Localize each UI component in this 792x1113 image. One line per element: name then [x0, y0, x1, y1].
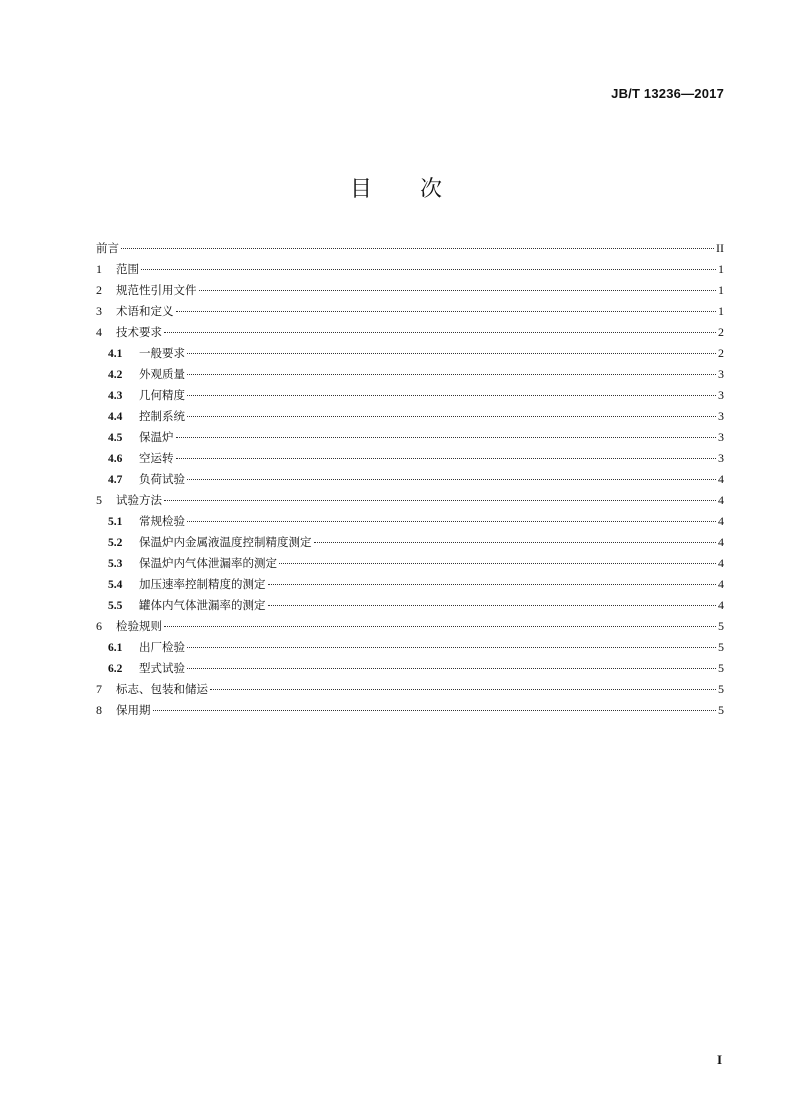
toc-entry-label: 术语和定义 [116, 304, 174, 318]
toc-entry-number: 4.5 [108, 432, 123, 444]
toc-entry-label: 范围 [116, 262, 139, 276]
toc-entry-page: 3 [718, 409, 724, 423]
toc-entry-page: 4 [718, 493, 724, 507]
toc-entry-page: 5 [718, 661, 724, 675]
toc-entry[interactable] [96, 637, 724, 658]
title-char-1: 目 [349, 177, 372, 202]
toc-entry-page: 1 [718, 283, 724, 297]
toc-entry[interactable] [96, 511, 724, 532]
toc-leader-dots [187, 374, 716, 375]
toc-entry-label: 常规检验 [139, 514, 185, 528]
toc-entry[interactable] [96, 343, 724, 364]
toc-entry-label: 外观质量 [139, 367, 185, 381]
toc-entry[interactable] [96, 427, 724, 448]
toc-entry-number: 6.1 [108, 642, 123, 654]
toc-entry-page: 4 [718, 535, 724, 549]
toc-entry-page: 5 [718, 640, 724, 654]
toc-entry-page: 4 [718, 598, 724, 612]
toc-entry[interactable] [96, 616, 724, 637]
toc-entry-page: II [716, 241, 724, 255]
toc-entry-number: 5.1 [108, 516, 123, 528]
toc-leader-dots [210, 689, 716, 690]
toc-entry[interactable] [96, 469, 724, 490]
toc-entry-label: 试验方法 [116, 493, 162, 507]
toc-leader-dots [187, 668, 716, 669]
toc-leader-dots [176, 458, 717, 459]
toc-entry-label: 出厂检验 [139, 640, 185, 654]
toc-entry-page: 1 [718, 262, 724, 276]
page-folio: I [716, 1052, 722, 1067]
toc-entry[interactable] [96, 679, 724, 700]
toc-entry-page: 4 [718, 556, 724, 570]
toc-leader-dots [187, 395, 716, 396]
toc-entry-label: 一般要求 [139, 346, 185, 360]
toc-entry-number: 3 [96, 304, 102, 318]
toc-leader-dots [314, 542, 717, 543]
toc-entry-label: 前言 [96, 241, 119, 255]
toc-entry-number: 4 [96, 325, 102, 339]
toc-entry-number: 5.2 [108, 537, 123, 549]
toc-entry[interactable] [96, 322, 724, 343]
toc-leader-dots [187, 479, 716, 480]
toc-entry[interactable] [96, 595, 724, 616]
toc-entry-page: 2 [718, 346, 724, 360]
toc-entry[interactable] [96, 553, 724, 574]
toc-entry-number: 6.2 [108, 663, 123, 675]
toc-entry-number: 8 [96, 703, 102, 717]
toc-entry-number: 4.2 [108, 369, 123, 381]
toc-leader-dots [121, 248, 714, 249]
toc-entry[interactable] [96, 700, 724, 721]
toc-entry[interactable] [96, 532, 724, 553]
toc-leader-dots [268, 584, 717, 585]
toc-entry-page: 5 [718, 703, 724, 717]
toc-entry-number: 2 [96, 283, 102, 297]
standard-number: JB/T 13236—2017 [611, 86, 724, 101]
toc-entry-page: 1 [718, 304, 724, 318]
toc-entry-page: 3 [718, 367, 724, 381]
page-title [0, 172, 792, 203]
toc-entry-number: 4.3 [108, 390, 123, 402]
toc-entry-label: 保用期 [116, 703, 151, 717]
toc-entry-number: 5.4 [108, 579, 123, 591]
toc-entry-number: 1 [96, 262, 102, 276]
toc-leader-dots [164, 332, 716, 333]
toc-entry-number: 4.4 [108, 411, 123, 423]
toc-entry-page: 3 [718, 430, 724, 444]
toc-entry[interactable] [96, 259, 724, 280]
toc-entry[interactable] [96, 448, 724, 469]
toc-leader-dots [187, 521, 716, 522]
toc-entry-page: 4 [718, 514, 724, 528]
toc-entry-label: 型式试验 [139, 661, 185, 675]
toc-entry-label: 空运转 [139, 451, 174, 465]
toc-leader-dots [279, 563, 716, 564]
toc-leader-dots [153, 710, 717, 711]
toc-leader-dots [176, 311, 717, 312]
toc-entry-number: 5 [96, 493, 102, 507]
toc-entry-number: 4.7 [108, 474, 123, 486]
toc-entry[interactable] [96, 238, 724, 259]
toc-entry-label: 负荷试验 [139, 472, 185, 486]
toc-entry-page: 2 [718, 325, 724, 339]
toc-leader-dots [164, 626, 716, 627]
toc-entry-label: 技术要求 [116, 325, 162, 339]
toc-leader-dots [164, 500, 716, 501]
toc-entry-page: 4 [718, 577, 724, 591]
toc-entry-label: 检验规则 [116, 619, 162, 633]
toc-entry-label: 规范性引用文件 [116, 283, 197, 297]
toc-entry-label: 罐体内气体泄漏率的测定 [139, 598, 266, 612]
toc-leader-dots [268, 605, 717, 606]
toc-entry-page: 4 [718, 472, 724, 486]
toc-entry-page: 5 [718, 619, 724, 633]
toc-entry-number: 4.1 [108, 348, 123, 360]
toc-entry-label: 控制系统 [139, 409, 185, 423]
toc-entry-page: 3 [718, 451, 724, 465]
toc-entry-number: 5.3 [108, 558, 123, 570]
title-char-2: 次 [420, 177, 443, 202]
toc-entry-label: 标志、包装和储运 [116, 682, 208, 696]
toc-entry[interactable] [96, 406, 724, 427]
toc-entry[interactable] [96, 574, 724, 595]
toc-entry-label: 保温炉 [139, 430, 174, 444]
toc-leader-dots [187, 353, 716, 354]
toc-entry-label: 保温炉内金属液温度控制精度测定 [139, 535, 312, 549]
toc-entry-number: 6 [96, 619, 102, 633]
toc-entry-number: 5.5 [108, 600, 123, 612]
toc-entry-number: 4.6 [108, 453, 123, 465]
toc-leader-dots [176, 437, 717, 438]
toc-entry[interactable] [96, 490, 724, 511]
toc-entry-page: 3 [718, 388, 724, 402]
toc-leader-dots [187, 416, 716, 417]
toc-entry[interactable] [96, 301, 724, 322]
toc-leader-dots [187, 647, 716, 648]
toc-entry-label: 保温炉内气体泄漏率的测定 [139, 556, 277, 570]
toc-entry[interactable] [96, 385, 724, 406]
toc-leader-dots [141, 269, 716, 270]
toc-entry-number: 7 [96, 682, 102, 696]
toc-leader-dots [199, 290, 717, 291]
toc-entry[interactable] [96, 364, 724, 385]
toc-entry-label: 加压速率控制精度的测定 [139, 577, 266, 591]
toc-entry-page: 5 [718, 682, 724, 696]
table-of-contents [96, 238, 724, 721]
toc-entry[interactable] [96, 280, 724, 301]
toc-entry[interactable] [96, 658, 724, 679]
toc-entry-label: 几何精度 [139, 388, 185, 402]
